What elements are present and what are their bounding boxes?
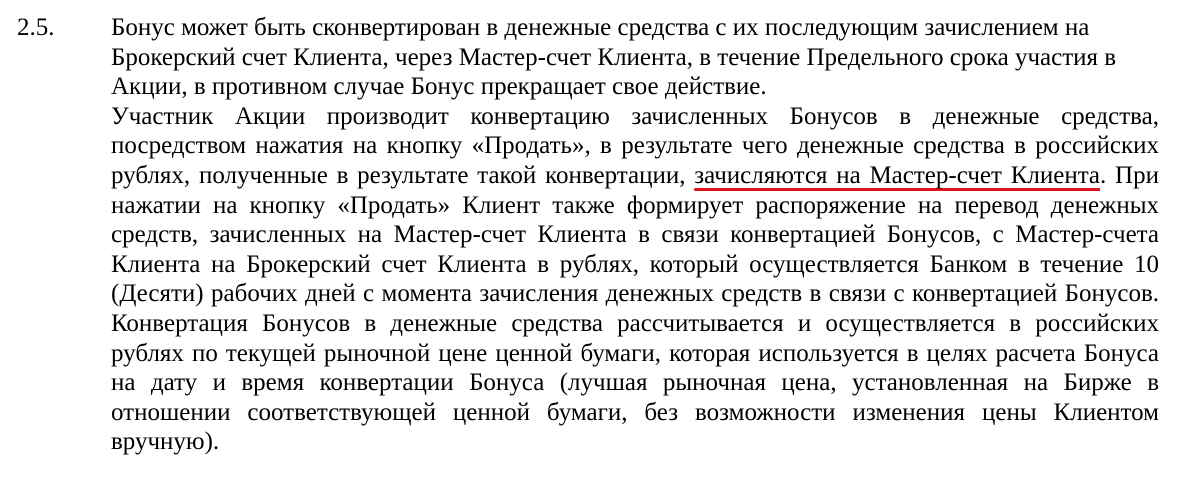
clause-body <box>111 13 1159 457</box>
highlighted-phrase: зачисляются на Мастер-счет Клиента <box>694 161 1101 189</box>
clause-paragraph-2 <box>111 102 1159 457</box>
paragraph-2-text-after: . При нажатии на кнопку «Продать» Клиент также формирует распоряжение на перевод денежных средств, зачисленных на Мастер-счет Клиента в связи конвертацией Бонусов, с Мастер-счета Клиента на Брокерский счет Клиента в рублях, который осуществляется Банком в течение 10 (Десяти) рабочих дней с момента зачисления денежных средств в связи с конвертацией Бонусов. Конвертация Бонусов в денежные средства рассчитывается и осуществляется в российских рублях по текущей рыночной цене ценной бумаги, которая используется в целях расчета Бонуса на дату и время конвертации Бонуса (лучшая рыночная цена, установленная на Бирже в отношении соответствующей ценной бумаги, без возможности изменения цены Клиентом вручную). <box>111 161 1159 456</box>
clause-paragraph-1: Бонус может быть сконвертирован в денежные средства с их последующим зачислением на Брокерский счет Клиента, через Мастер-счет Клиента, в течение Предельного срока участия в Акции, в противном случае Бонус прекращает свое действие. <box>111 14 1117 101</box>
paragraph-2-text-before: Участник Акции производит конвертацию зачисленных Бонусов в денежные средства, посредством нажатия на кнопку «Продать», в результате чего денежные средства в российских рублях, полученные в результате такой конвертации, <box>111 102 1159 189</box>
clause-number: 2.5. <box>17 14 55 41</box>
